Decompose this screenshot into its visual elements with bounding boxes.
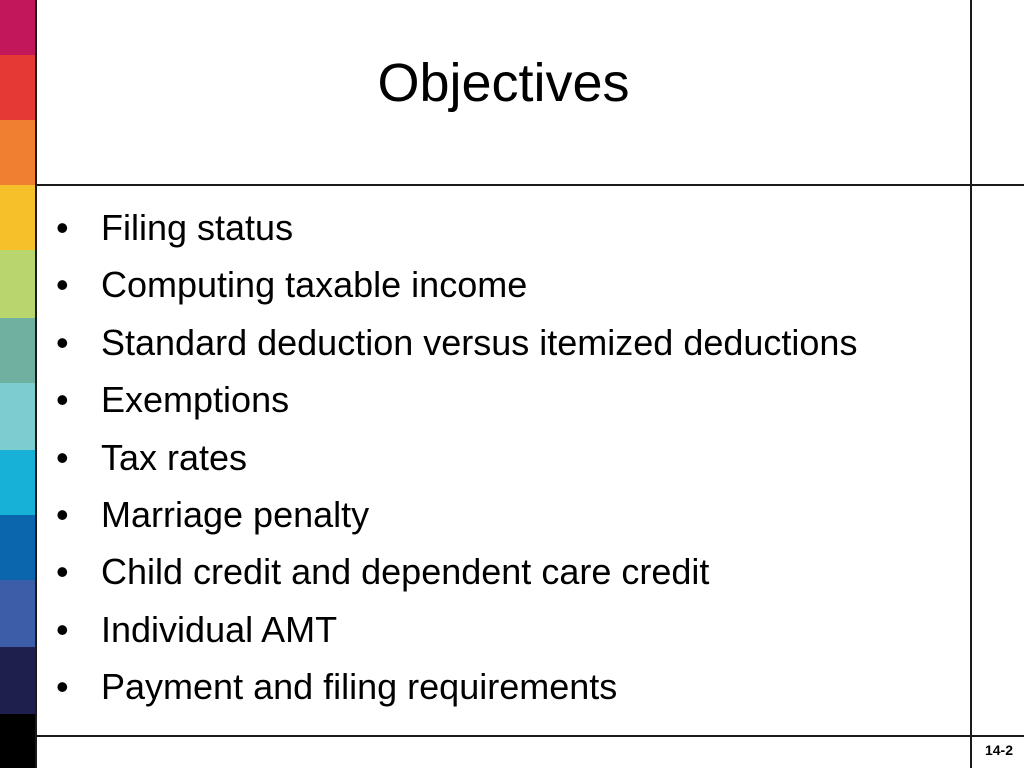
color-swatch [0, 450, 37, 515]
list-item [56, 543, 961, 600]
list-item-text: Individual AMT [101, 608, 338, 650]
list-item [56, 658, 961, 715]
bullet-icon: • [56, 379, 69, 421]
bullet-icon: • [56, 666, 69, 708]
list-item-text: Exemptions [101, 379, 290, 421]
objectives-list [56, 199, 961, 716]
list-item-text: Marriage penalty [101, 493, 370, 535]
vertical-rule [970, 0, 972, 768]
list-item-text: Child credit and dependent care credit [101, 551, 710, 593]
color-swatch [0, 647, 37, 714]
bullet-icon: • [56, 436, 69, 478]
color-swatch [0, 714, 37, 768]
bullet-icon: • [56, 207, 69, 248]
color-swatch [0, 383, 37, 450]
slide-number: 14-2 [984, 742, 1014, 758]
list-item-text: Payment and filing requirements [101, 666, 618, 708]
slide-title: Objectives [377, 53, 630, 113]
color-swatch [0, 185, 37, 250]
list-item [56, 429, 961, 486]
list-item [56, 486, 961, 543]
title-rule [37, 184, 1024, 186]
bullet-icon: • [56, 321, 69, 363]
color-swatch [0, 120, 37, 185]
list-item-text: Standard deduction versus itemized deductions [101, 321, 858, 363]
bullet-icon: • [56, 551, 69, 593]
footer-rule [37, 735, 1024, 737]
list-item [56, 199, 961, 256]
color-swatch [0, 580, 37, 647]
list-item-text: Tax rates [101, 436, 248, 478]
color-strip [0, 0, 37, 768]
color-swatch [0, 0, 37, 55]
bullet-icon: • [56, 608, 69, 650]
bullet-icon: • [56, 493, 69, 535]
list-item [56, 601, 961, 658]
bullet-icon: • [56, 264, 69, 306]
list-item [56, 371, 961, 428]
list-item [56, 314, 961, 371]
color-swatch [0, 55, 37, 120]
list-item-text: Computing taxable income [101, 264, 528, 306]
color-swatch [0, 318, 37, 383]
list-item-text: Filing status [101, 207, 294, 248]
color-swatch [0, 250, 37, 318]
list-item [56, 256, 961, 313]
color-swatch [0, 515, 37, 580]
